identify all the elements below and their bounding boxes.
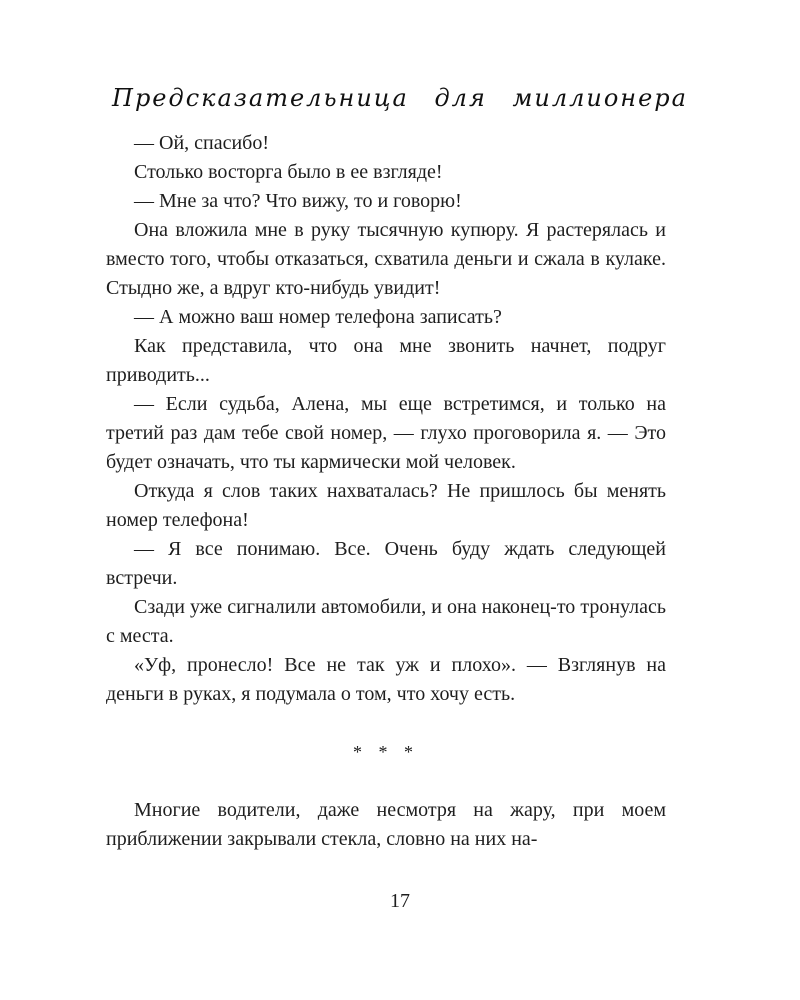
paragraph: — Мне за что? Что вижу, то и говорю! — [134, 190, 462, 212]
paragraph: Как представила, что она мне звонить начнет, подруг приводить... — [106, 335, 666, 386]
section-break: * * * — [353, 742, 419, 762]
page-number: 17 — [390, 890, 410, 912]
paragraph: Она вложила мне в руку тысячную купюру. Я растерялась и вместо того, чтобы отказаться, схватила деньги и сжала в кулаке. Стыдно же, а вдруг кто-нибудь увидит! — [106, 219, 666, 299]
running-head: Предсказательница для миллионера — [112, 84, 688, 112]
paragraph: Сзади уже сигналили автомобили, и она наконец-то тронулась с места. — [106, 596, 666, 647]
paragraph: Столько восторга было в ее взгляде! — [134, 161, 443, 183]
paragraph: — А можно ваш номер телефона записать? — [134, 306, 502, 328]
paragraph: — Ой, спасибо! — [134, 132, 270, 154]
paragraph: Многие водители, даже несмотря на жару, при моем приближении закрывали стекла, словно на них на- — [106, 799, 666, 850]
body-text — [106, 129, 666, 854]
paragraph: Откуда я слов таких нахваталась? Не пришлось бы менять номер телефона! — [106, 480, 666, 531]
paragraph: — Если судьба, Алена, мы еще встретимся, и только на третий раз дам тебе свой номер, — глухо проговорила я. — Это будет означать, что ты кармически мой человек. — [106, 393, 666, 473]
paragraph: — Я все понимаю. Все. Очень буду ждать следующей встречи. — [106, 538, 666, 589]
paragraph: «Уф, пронесло! Все не так уж и плохо». — Взглянув на деньги в руках, я подумала о том, что хочу есть. — [106, 654, 666, 705]
